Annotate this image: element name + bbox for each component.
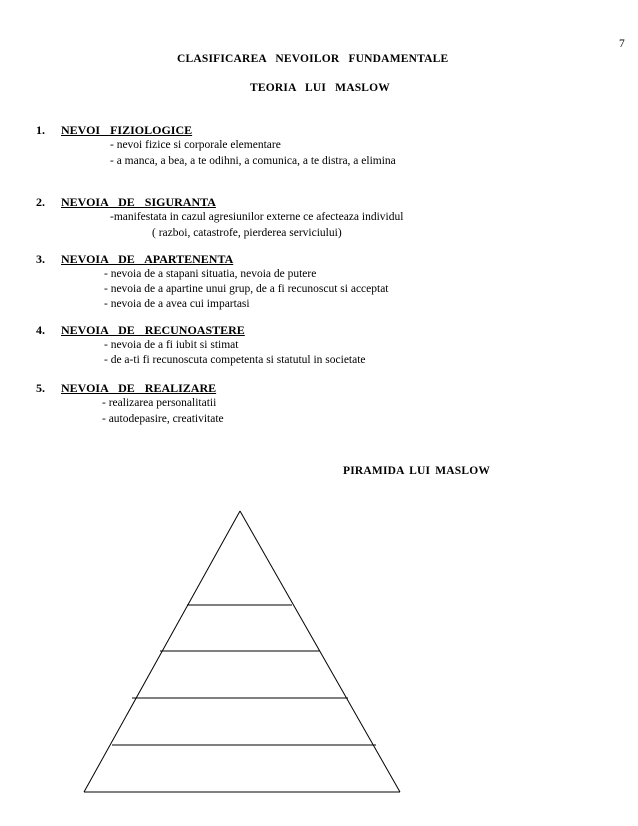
section-number: 1. (36, 123, 45, 137)
section-line: - realizarea personalitatii (102, 397, 217, 409)
section-line: - nevoi fizice si corporale elementare (110, 139, 281, 151)
section-name: NEVOIA DE REALIZARE (61, 381, 217, 395)
section-line: - autodepasire, creativitate (102, 413, 224, 425)
section-line: - a manca, a bea, a te odihni, a comunica, a te distra, a elimina (110, 155, 396, 167)
section-line: - nevoia de a avea cui impartasi (104, 298, 250, 310)
section-number: 3. (36, 252, 45, 266)
section-name: NEVOIA DE RECUNOASTERE (61, 323, 245, 337)
pyramid-title: PIRAMIDA LUI MASLOW (343, 465, 491, 477)
page-subtitle: TEORIA LUI MASLOW (250, 82, 391, 94)
page-number: 7 (619, 38, 625, 50)
section-line: - de a-ti fi recunoscuta competenta si statutul in societate (104, 354, 366, 366)
page-title: CLASIFICAREA NEVOILOR FUNDAMENTALE (177, 53, 449, 65)
section-line: -manifestata in cazul agresiunilor externe ce afecteaza individul (110, 211, 404, 223)
section-line: - nevoia de a apartine unui grup, de a fi recunoscut si acceptat (104, 283, 389, 295)
section-name: NEVOIA DE SIGURANTA (61, 195, 216, 209)
section-name: NEVOIA DE APARTENENTA (61, 252, 234, 266)
section-line: - nevoia de a stapani situatia, nevoia de putere (104, 268, 317, 280)
section-number: 5. (36, 381, 45, 395)
section-number: 2. (36, 195, 45, 209)
section-line: ( razboi, catastrofe, pierderea serviciului) (152, 227, 342, 239)
section-name: NEVOI FIZIOLOGICE (61, 123, 193, 137)
section-number: 4. (36, 323, 45, 337)
section-line: - nevoia de a fi iubit si stimat (104, 339, 239, 351)
